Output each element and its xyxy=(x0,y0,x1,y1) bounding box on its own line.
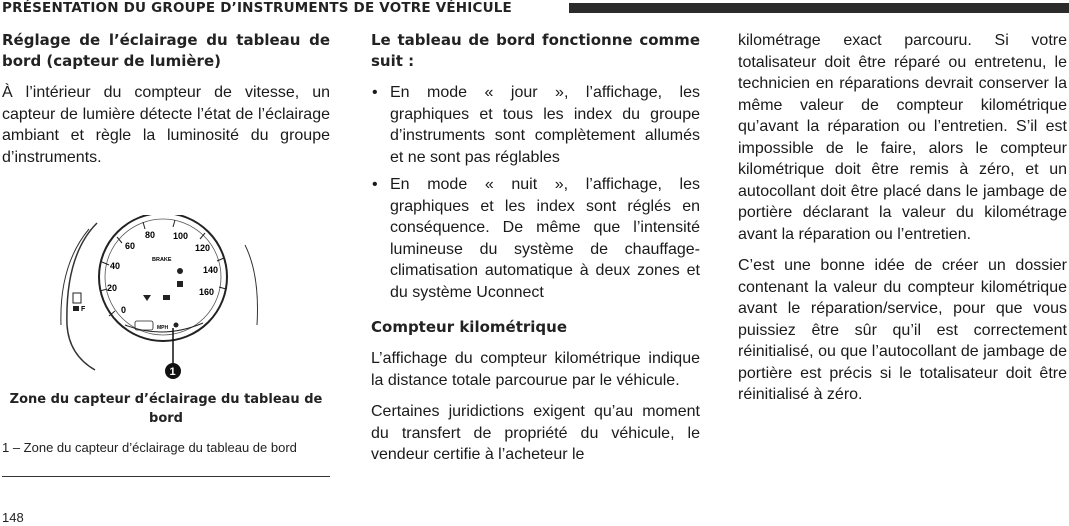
lamp-icon xyxy=(163,295,170,300)
header-title: PRÉSENTATION DU GROUPE D’INSTRUMENTS DE VOTRE VÉHICULE xyxy=(2,0,512,16)
speed-label-80: 80 xyxy=(145,230,156,240)
seatbelt-icon xyxy=(177,281,183,287)
figure-caption: Zone du capteur d’éclairage du tableau de bord xyxy=(9,392,323,426)
odometer-paragraph-1: L’affichage du compteur kilométrique indique la distance totale parcourue par le véhicule. xyxy=(371,350,700,389)
speedometer-illustration xyxy=(45,215,275,380)
speed-label-140: 140 xyxy=(203,265,219,275)
speed-label-40: 40 xyxy=(110,261,121,271)
speed-label-60: 60 xyxy=(125,241,136,251)
bullet-icon: • xyxy=(372,176,378,193)
section-heading-operation: Le tableau de bord fonctionne comme suit : xyxy=(371,31,700,70)
instrument-cluster-figure xyxy=(45,215,275,380)
column-right xyxy=(738,30,1067,416)
odometer-paragraph-2: Certaines juridictions exigent qu’au moment du transfert de propriété du véhicule, le vendeur certifie à l’acheteur le xyxy=(371,403,700,463)
mph-label: MPH xyxy=(157,325,169,331)
bullet-text: En mode « nuit », l’affichage, les graphiques et les index sont réglés en conséquence. De même que l’intensité lumineuse du système de chauffage-climatisation automatique à deux zones et du système Uconnect xyxy=(390,176,700,301)
figure-divider xyxy=(2,476,330,477)
fuel-pump-icon xyxy=(73,293,81,303)
speed-label-100: 100 xyxy=(173,231,189,241)
bullet-icon: • xyxy=(372,84,378,101)
odometer-paragraph-3: kilométrage exact parcouru. Si votre totalisateur doit être réparé ou entretenu, le technicien en réparations devrait conserver la même valeur de compteur kilométrique qu’avant la réparation ou l’entretien. S’il est impossible de le faire, alors le compteur kilométrique doit être remis à zéro, et un autocollant doit être placé dans le jambage de portière déclarant la valeur du kilométrage avant la réparation ou l’entretien. xyxy=(738,32,1067,243)
list-item xyxy=(371,174,700,303)
sensor-dot-icon xyxy=(174,323,179,328)
section-heading-odometer: Compteur kilométrique xyxy=(371,318,567,336)
figure-note: 1 – Zone du capteur d’éclairage du tableau de bord xyxy=(2,440,297,455)
speed-label-160: 160 xyxy=(199,287,215,297)
column-left xyxy=(2,30,330,178)
page-header xyxy=(0,0,1069,18)
speed-label-20: 20 xyxy=(107,283,118,293)
section-heading-lighting: Réglage de l’éclairage du tableau de bord (capteur de lumière) xyxy=(2,31,330,70)
lighting-paragraph: À l’intérieur du compteur de vitesse, un capteur de lumière détecte l’état de l’éclairage ambiant et règle la luminosité du groupe d’instruments. xyxy=(2,84,330,166)
warning-lamp-icon xyxy=(177,268,183,274)
list-item xyxy=(371,82,700,168)
operation-bullet-list xyxy=(371,82,700,303)
callout-number: 1 xyxy=(169,366,176,378)
bullet-text: En mode « jour », l’affichage, les graphiques et tous les index du groupe d’instruments sont complètement allumés et ne sont pas réglables xyxy=(390,84,700,166)
header-bar xyxy=(569,3,1069,13)
page-number: 148 xyxy=(2,510,24,525)
speed-label-120: 120 xyxy=(195,243,211,253)
fuel-full-label: F xyxy=(81,306,86,313)
column-middle xyxy=(371,30,700,476)
brake-label: BRAKE xyxy=(152,257,172,263)
odometer-paragraph-4: C’est une bonne idée de créer un dossier contenant la valeur du compteur kilométrique avant le réparation/service, pour que vous puissiez être sûr qu’il est correctement réinitialisé, ou que l’autocollant de jambage de portière est précis si le totalisateur doit être réinitialisé à zéro. xyxy=(738,257,1067,403)
speed-label-0: 0 xyxy=(121,305,127,315)
